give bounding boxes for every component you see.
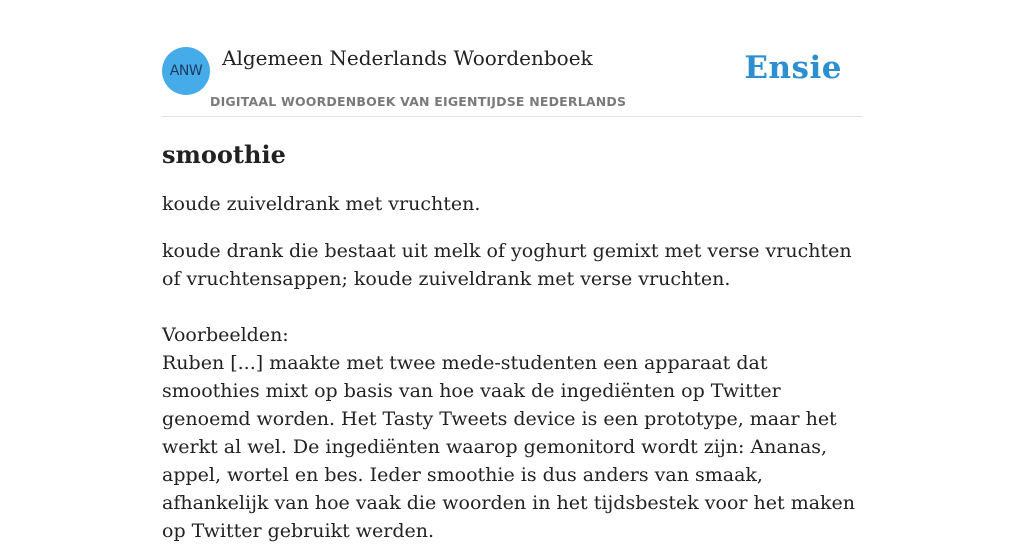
- header: [162, 0, 862, 117]
- examples-label: Voorbeelden:: [162, 324, 289, 346]
- ensie-brand-logo[interactable]: Ensie: [744, 50, 842, 86]
- long-definition-block: [162, 237, 862, 545]
- site-subtitle: DIGITAAL WOORDENBOEK VAN EIGENTIJDSE NEDERLANDS: [210, 94, 627, 109]
- entry-word: smoothie: [162, 140, 286, 169]
- logo-text: ANW: [169, 63, 203, 79]
- spacer: [162, 293, 862, 321]
- example-text: Ruben [...] maakte met twee mede-studenten een apparaat dat smoothies mixt op basis van hoe vaak de ingediënten op Twitter genoemd worden. Het Tasty Tweets device is een prototype, maar het werkt al wel. De ingediënten waarop gemonitord wordt zijn: Ananas, appel, wortel en bes. Ieder smoothie is dus anders van smaak, afhankelijk van hoe vaak die woorden in het tijdsbestek voor het maken op Twitter gebruikt werden.: [162, 352, 856, 542]
- short-definition: koude zuiveldrank met vruchten.: [162, 193, 481, 215]
- entry-content: [162, 138, 862, 545]
- long-definition: koude drank die bestaat uit melk of yoghurt gemixt met verse vruchten of vruchtensappen; koude zuiveldrank met verse vruchten.: [162, 240, 852, 290]
- anw-logo[interactable]: [162, 47, 210, 95]
- site-title[interactable]: Algemeen Nederlands Woordenboek: [222, 46, 593, 70]
